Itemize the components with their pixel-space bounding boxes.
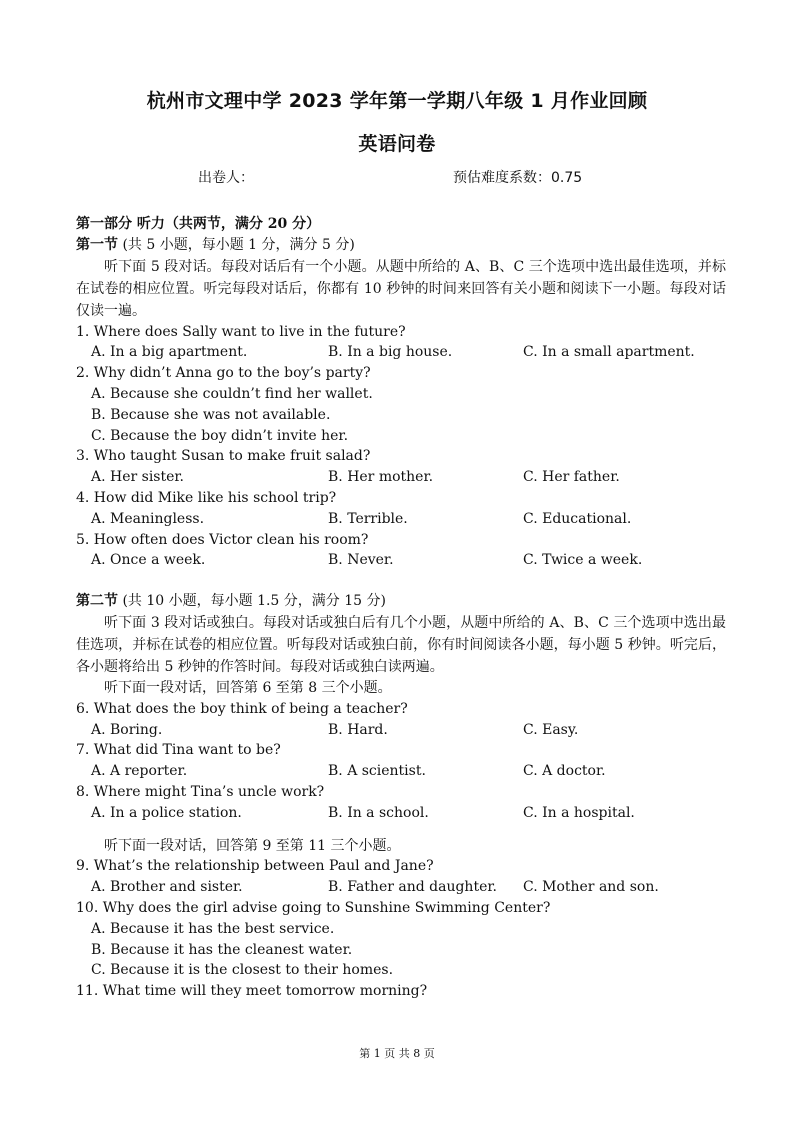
question-11: 11. What time will they meet tomorrow morning? [76,983,428,1000]
option-10b: B. Because it has the cleanest water. [91,941,353,958]
section1-heading [76,235,726,256]
section2-instructions: 听下面 3 段对话或独白。每段对话或独白后有几个小题，从题中所给的 A、B、C 三个选项中选出最佳选项，并标在试卷的相应位置。听每段对话或独白前，你有时间阅读各小题，每小题 5 秒钟。听完后，各小题将给出 5 秒钟的作答时间。每段对话或独白读两遍。 [76,614,726,675]
spacer [76,824,726,836]
section2-title: 第二节 [76,593,118,610]
option-7c: C. A doctor. [523,763,606,780]
option-1b: B. In a big house. [328,344,453,361]
option-4c: C. Educational. [523,510,632,527]
question-1: 1. Where does Sally want to live in the future? [76,323,406,340]
question-2: 2. Why didn’t Anna go to the boy’s party? [76,365,371,382]
question-8: 8. Where might Tina’s uncle work? [76,783,325,800]
options-5 [76,550,726,571]
section1-title: 第一节 [76,236,118,253]
exam-subtitle: 英语问卷 [358,133,436,155]
exam-content [76,214,726,1002]
option-5a: A. Once a week. [91,552,206,569]
section2-heading [76,591,726,612]
options-3 [76,467,726,488]
options-7 [76,761,726,782]
page-number: 第 1 页 共 8 页 [359,1047,435,1060]
question-6: 6. What does the boy think of being a teacher? [76,700,408,717]
option-6b: B. Hard. [328,721,388,738]
dialog-6-8-instruction: 听下面一段对话，回答第 6 至第 8 三个小题。 [104,679,392,696]
option-1a: A. In a big apartment. [91,344,248,361]
question-10: 10. Why does the girl advise going to Sunshine Swimming Center? [76,899,551,916]
option-10c: C. Because it is the closest to their homes. [91,962,394,979]
section2-note: (共 10 小题，每小题 1.5 分，满分 15 分) [118,593,386,610]
dialog-9-11-instruction: 听下面一段对话，回答第 9 至第 11 三个小题。 [104,837,401,854]
option-8a: A. In a police station. [91,804,242,821]
exam-title: 杭州市文理中学 2023 学年第一学期八年级 1 月作业回顾 [146,90,648,112]
option-8b: B. In a school. [328,804,429,821]
options-4 [76,509,726,530]
question-4: 4. How did Mike like his school trip? [76,489,337,506]
question-7: 7. What did Tina want to be? [76,742,281,759]
option-10a: A. Because it has the best service. [91,920,335,937]
option-9b: B. Father and daughter. [328,879,497,896]
question-3: 3. Who taught Susan to make fruit salad? [76,448,371,465]
options-8 [76,803,726,824]
option-2a: A. Because she couldn’t find her wallet. [91,385,373,402]
option-9a: A. Brother and sister. [91,879,243,896]
option-4a: A. Meaningless. [91,510,205,527]
options-1 [76,342,726,363]
difficulty-label: 预估难度系数：0.75 [453,170,583,186]
option-4b: B. Terrible. [328,510,408,527]
spacer [76,571,726,591]
section1-note: (共 5 小题，每小题 1 分，满分 5 分) [118,236,355,253]
option-3b: B. Her mother. [328,469,434,486]
option-3a: A. Her sister. [91,469,185,486]
option-3c: C. Her father. [523,469,620,486]
section1-instructions: 听下面 5 段对话。每段对话后有一个小题。从题中所给的 A、B、C 三个选项中选出最佳选项，并标在试卷的相应位置。听完每段对话后，你都有 10 秒钟的时间来回答有关小题和阅读下一小题。每段对话仅读一遍。 [76,258,726,319]
options-6 [76,720,726,741]
option-9c: C. Mother and son. [523,879,659,896]
part1-heading: 第一部分 听力（共两节，满分 20 分） [76,216,321,232]
option-2c: C. Because the boy didn’t invite her. [91,427,349,444]
option-7a: A. A reporter. [91,763,188,780]
option-1c: C. In a small apartment. [523,344,695,361]
author-label: 出卷人： [198,170,254,186]
option-5b: B. Never. [328,552,394,569]
question-5: 5. How often does Victor clean his room? [76,531,369,548]
option-6a: A. Boring. [91,721,163,738]
option-6c: C. Easy. [523,721,579,738]
option-8c: C. In a hospital. [523,804,635,821]
question-9: 9. What’s the relationship between Paul and Jane? [76,858,434,875]
options-9 [76,877,726,898]
option-2b: B. Because she was not available. [91,406,331,423]
option-5c: C. Twice a week. [523,552,643,569]
option-7b: B. A scientist. [328,763,426,780]
